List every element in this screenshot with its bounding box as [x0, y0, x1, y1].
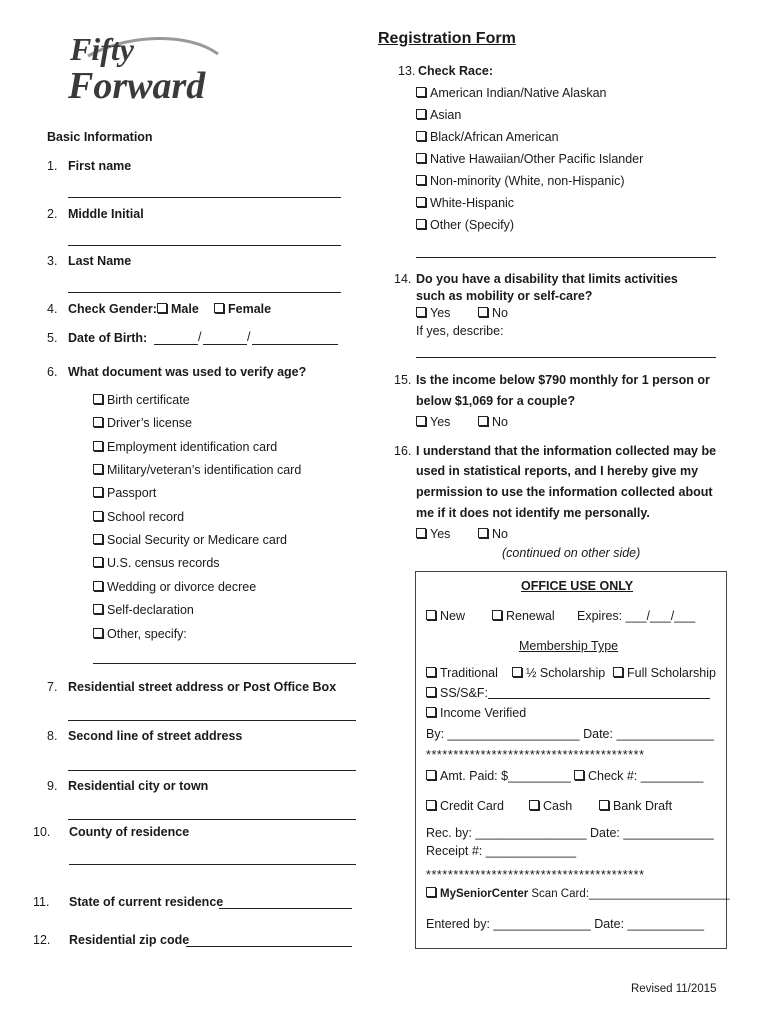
income-verified-option[interactable] [426, 706, 526, 720]
race-option[interactable] [416, 108, 461, 122]
county-field[interactable] [69, 864, 356, 865]
q14-line2: such as mobility or self-care? [416, 289, 593, 303]
income-yes-option[interactable] [416, 415, 450, 429]
amt-paid-option[interactable] [426, 769, 571, 783]
race-option-label: White-Hispanic [430, 196, 515, 210]
checkbox-icon [426, 667, 436, 677]
dob-slash: / [247, 330, 251, 344]
full-scholarship-option[interactable] [613, 666, 716, 680]
checkbox-icon [416, 87, 426, 97]
checkbox-icon [93, 441, 103, 451]
doc-option-label: Self-declaration [107, 603, 194, 617]
checkbox-icon [416, 131, 426, 141]
checkbox-icon [478, 416, 488, 426]
expires-field[interactable]: Expires: ___/___/___ [577, 609, 696, 623]
myseniorcenter-label: MySeniorCenter [440, 888, 529, 900]
q14-describe-label: If yes, describe: [416, 324, 504, 338]
q16-line3: permission to use the information collected about [416, 485, 713, 499]
checkbox-icon [416, 416, 426, 426]
checkbox-icon [529, 800, 539, 810]
checkbox-icon [416, 528, 426, 538]
credit-card-label: Credit Card [440, 799, 504, 813]
consent-no-option[interactable] [478, 527, 508, 541]
checkbox-icon [416, 219, 426, 229]
traditional-label: Traditional [440, 666, 498, 680]
race-option-label: Native Hawaiian/Other Pacific Islander [430, 152, 644, 166]
consent-yes-option[interactable] [416, 527, 450, 541]
checkbox-icon [426, 687, 436, 697]
checkbox-icon [93, 464, 103, 474]
dob-slash: / [198, 330, 202, 344]
q6-label: What document was used to verify age? [68, 365, 307, 379]
doc-option-label: School record [107, 510, 185, 524]
q9-number: 9. [47, 779, 58, 793]
doc-option-label: Wedding or divorce decree [107, 580, 257, 594]
office-renewal-option[interactable] [492, 609, 555, 623]
q7-number: 7. [47, 680, 58, 694]
checkbox-icon [574, 770, 584, 780]
continued-note: (continued on other side) [502, 546, 641, 560]
income-no-option[interactable] [478, 415, 508, 429]
cash-option[interactable] [529, 799, 572, 813]
q1-number: 1. [47, 159, 58, 173]
check-number-option[interactable] [574, 769, 703, 783]
checkbox-icon [426, 887, 436, 897]
checkbox-icon [93, 417, 103, 427]
city-field[interactable] [68, 819, 356, 820]
no-label: No [492, 306, 508, 320]
ssf-field[interactable] [488, 698, 710, 699]
gender-male-option[interactable] [157, 302, 199, 316]
q4-label: Check Gender: [68, 302, 157, 316]
amt-paid-field: Amt. Paid: $_________ [440, 769, 571, 783]
entered-by-field[interactable]: Entered by: ______________ Date: ___________ [426, 917, 705, 931]
q13-number: 13. [398, 64, 416, 78]
q12-label: Residential zip code [69, 933, 190, 947]
check-number-field: Check #: _________ [588, 769, 704, 783]
q6-number: 6. [47, 365, 58, 379]
new-label: New [440, 609, 466, 623]
zip-field[interactable] [186, 946, 352, 947]
checkbox-icon [512, 667, 522, 677]
office-use-title: OFFICE USE ONLY [521, 579, 634, 593]
received-by-field[interactable]: Rec. by: ________________ Date: _____________ [426, 826, 714, 840]
doc-option-label: Employment identification card [107, 440, 278, 454]
q11-label: State of current residence [69, 895, 224, 909]
race-option[interactable] [416, 86, 606, 100]
q10-label: County of residence [69, 825, 190, 839]
doc-option[interactable] [93, 440, 277, 454]
checkbox-icon [416, 175, 426, 185]
male-label: Male [171, 302, 199, 316]
yes-label: Yes [430, 306, 451, 320]
q2-label: Middle Initial [68, 207, 144, 221]
doc-option-label: U.S. census records [107, 556, 220, 570]
no-label: No [492, 415, 508, 429]
doc-option[interactable] [93, 627, 187, 641]
race-option[interactable] [416, 196, 514, 210]
dob-day-field[interactable] [203, 344, 247, 345]
doc-option-label: Other, specify: [107, 627, 187, 641]
doc-option[interactable] [93, 393, 190, 407]
checkbox-icon [599, 800, 609, 810]
scan-card-option[interactable] [426, 887, 730, 900]
race-option[interactable] [416, 152, 643, 166]
checkbox-icon [492, 610, 502, 620]
q15-number: 15. [394, 373, 412, 387]
race-option-label: American Indian/Native Alaskan [430, 86, 607, 100]
checkbox-icon [426, 800, 436, 810]
doc-option[interactable] [93, 556, 220, 570]
q8-number: 8. [47, 729, 58, 743]
q13-label: Check Race: [418, 64, 494, 78]
checkbox-icon [93, 534, 103, 544]
membership-type-heading: Membership Type [519, 639, 619, 653]
checkbox-icon [93, 628, 103, 638]
state-field[interactable] [219, 908, 352, 909]
street-line2-field[interactable] [68, 770, 356, 771]
doc-option[interactable] [93, 580, 256, 594]
q16-line2: used in statistical reports, and I hereby give my [416, 464, 699, 478]
ssf-label: SS/S&F: [440, 686, 488, 700]
checkbox-icon [93, 394, 103, 404]
doc-option[interactable] [93, 533, 287, 547]
q5-number: 5. [47, 331, 58, 345]
full-scholarship-label: Full Scholarship [627, 666, 716, 680]
first-name-field[interactable] [68, 197, 341, 198]
q1-label: First name [68, 159, 132, 173]
checkbox-icon [613, 667, 623, 677]
race-option[interactable] [416, 130, 559, 144]
race-option-label: Non-minority (White, non-Hispanic) [430, 174, 625, 188]
q10-number: 10. [33, 825, 51, 839]
q14-number: 14. [394, 272, 412, 286]
doc-option[interactable] [93, 486, 156, 500]
doc-option-label: Passport [107, 486, 157, 500]
race-option-label: Other (Specify) [430, 218, 515, 232]
logo-line2: Forward [68, 65, 206, 104]
doc-option-label: Birth certificate [107, 393, 190, 407]
traditional-option[interactable] [426, 666, 498, 680]
doc-option[interactable] [93, 603, 194, 617]
checkbox-icon [93, 604, 103, 614]
cash-label: Cash [543, 799, 573, 813]
section-heading: Basic Information [47, 130, 153, 144]
checkbox-icon [416, 197, 426, 207]
q5-label: Date of Birth: [68, 331, 148, 345]
middle-initial-field[interactable] [68, 245, 341, 246]
checkbox-icon [214, 303, 224, 313]
race-option-label: Black/African American [430, 130, 559, 144]
half-scholarship-label: ½ Scholarship [526, 666, 606, 680]
separator-stars: **************************************** [426, 868, 645, 882]
income-verified-label: Income Verified [440, 706, 527, 720]
ssf-option[interactable] [426, 686, 488, 700]
doc-option-label: Social Security or Medicare card [107, 533, 287, 547]
checkbox-icon [416, 153, 426, 163]
bank-draft-label: Bank Draft [613, 799, 673, 813]
renewal-label: Renewal [506, 609, 555, 623]
dob-year-field[interactable] [252, 344, 338, 345]
checkbox-icon [426, 770, 436, 780]
q12-number: 12. [33, 933, 51, 947]
q2-number: 2. [47, 207, 58, 221]
doc-other-field[interactable] [93, 663, 356, 664]
checkbox-icon [93, 581, 103, 591]
disability-no-option[interactable] [478, 306, 508, 320]
q4-number: 4. [47, 302, 58, 316]
yes-label: Yes [430, 415, 451, 429]
office-new-option[interactable] [426, 609, 465, 623]
gender-female-option[interactable] [214, 302, 271, 316]
q8-label: Second line of street address [68, 729, 243, 743]
yes-label: Yes [430, 527, 451, 541]
disability-describe-field[interactable] [416, 357, 716, 358]
disability-yes-option[interactable] [416, 306, 450, 320]
fifty-forward-logo [68, 26, 228, 104]
verified-by-date-field[interactable]: By: ___________________ Date: ______________ [426, 727, 714, 741]
half-scholarship-option[interactable] [512, 666, 605, 680]
receipt-number-field[interactable]: Receipt #: _____________ [426, 844, 577, 858]
q9-label: Residential city or town [68, 779, 209, 793]
checkbox-icon [416, 109, 426, 119]
doc-option[interactable] [93, 510, 184, 524]
checkbox-icon [93, 511, 103, 521]
checkbox-icon [93, 487, 103, 497]
q11-number: 11. [33, 895, 50, 909]
race-option[interactable] [416, 174, 625, 188]
female-label: Female [228, 302, 272, 316]
q7-label: Residential street address or Post Office Box [68, 680, 337, 694]
doc-option-label: Military/veteran’s identification card [107, 463, 302, 477]
doc-option[interactable] [93, 463, 301, 477]
dob-month-field[interactable] [154, 344, 198, 345]
checkbox-icon [93, 557, 103, 567]
race-other-field[interactable] [416, 257, 716, 258]
race-option-label: Asian [430, 108, 462, 122]
revised-date: Revised 11/2015 [631, 983, 717, 995]
page-title: Registration Form [378, 30, 516, 47]
doc-option[interactable] [93, 416, 192, 430]
no-label: No [492, 527, 508, 541]
race-option[interactable] [416, 218, 514, 232]
q16-number: 16. [394, 444, 412, 458]
checkbox-icon [157, 303, 167, 313]
scan-card-field: Scan Card:______________________ [528, 888, 730, 900]
q16-line4: me if it does not identify me personally. [416, 506, 650, 520]
checkbox-icon [426, 610, 436, 620]
doc-option-label: Driver’s license [107, 416, 192, 430]
checkbox-icon [478, 307, 488, 317]
credit-card-option[interactable] [426, 799, 504, 813]
checkbox-icon [416, 307, 426, 317]
q3-number: 3. [47, 254, 58, 268]
q3-label: Last Name [68, 254, 132, 268]
checkbox-icon [426, 707, 436, 717]
street-address-field[interactable] [68, 720, 356, 721]
q16-line1: I understand that the information collected may be [416, 444, 717, 458]
logo-line1: Fifty [70, 31, 134, 67]
q15-line2: below $1,069 for a couple? [416, 394, 576, 408]
last-name-field[interactable] [68, 292, 341, 293]
q15-line1: Is the income below $790 monthly for 1 person or [416, 373, 710, 387]
q14-line1: Do you have a disability that limits activities [416, 272, 678, 286]
separator-stars: **************************************** [426, 748, 645, 762]
bank-draft-option[interactable] [599, 799, 672, 813]
checkbox-icon [478, 528, 488, 538]
